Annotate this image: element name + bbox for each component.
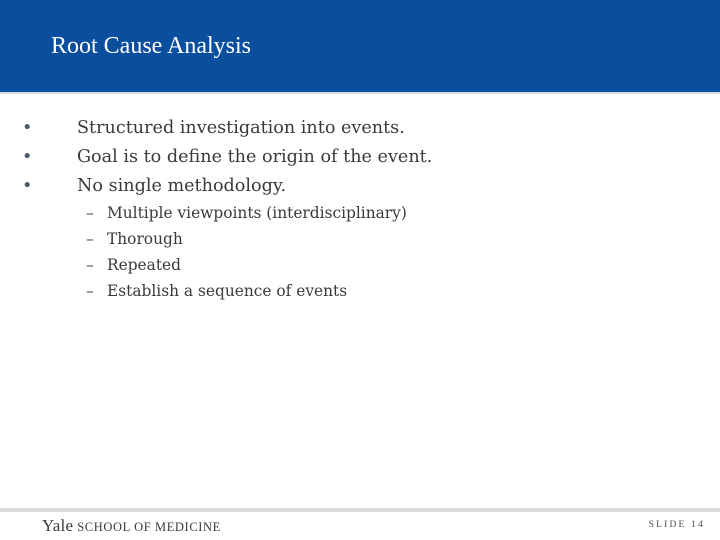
slide-title: Root Cause Analysis	[51, 33, 252, 59]
sub-bullet-marker: –	[86, 256, 94, 274]
logo-yale-text: Yale	[42, 516, 74, 535]
sub-bullet-text: Thorough	[107, 230, 183, 248]
sub-bullet-marker: –	[86, 230, 94, 248]
bullet-text: Goal is to define the origin of the event.	[77, 147, 433, 167]
sub-bullet-marker: –	[86, 282, 94, 300]
bullet-marker: •	[22, 118, 33, 138]
bullet-marker: •	[22, 147, 33, 167]
sub-bullet-text: Repeated	[107, 256, 181, 274]
sub-bullet-text: Multiple viewpoints (interdisciplinary)	[107, 204, 407, 222]
bullet-text: No single methodology.	[77, 176, 287, 196]
bullet-text: Structured investigation into events.	[77, 118, 405, 138]
sub-bullet-marker: –	[86, 204, 94, 222]
footer-divider	[0, 508, 720, 512]
sub-bullet-text: Establish a sequence of events	[107, 282, 348, 300]
slide-number: SLIDE 14	[648, 520, 705, 530]
bullet-marker: •	[22, 176, 33, 196]
logo-school-text: SCHOOL OF MEDICINE	[77, 520, 221, 534]
yale-school-of-medicine-logo	[42, 516, 221, 536]
